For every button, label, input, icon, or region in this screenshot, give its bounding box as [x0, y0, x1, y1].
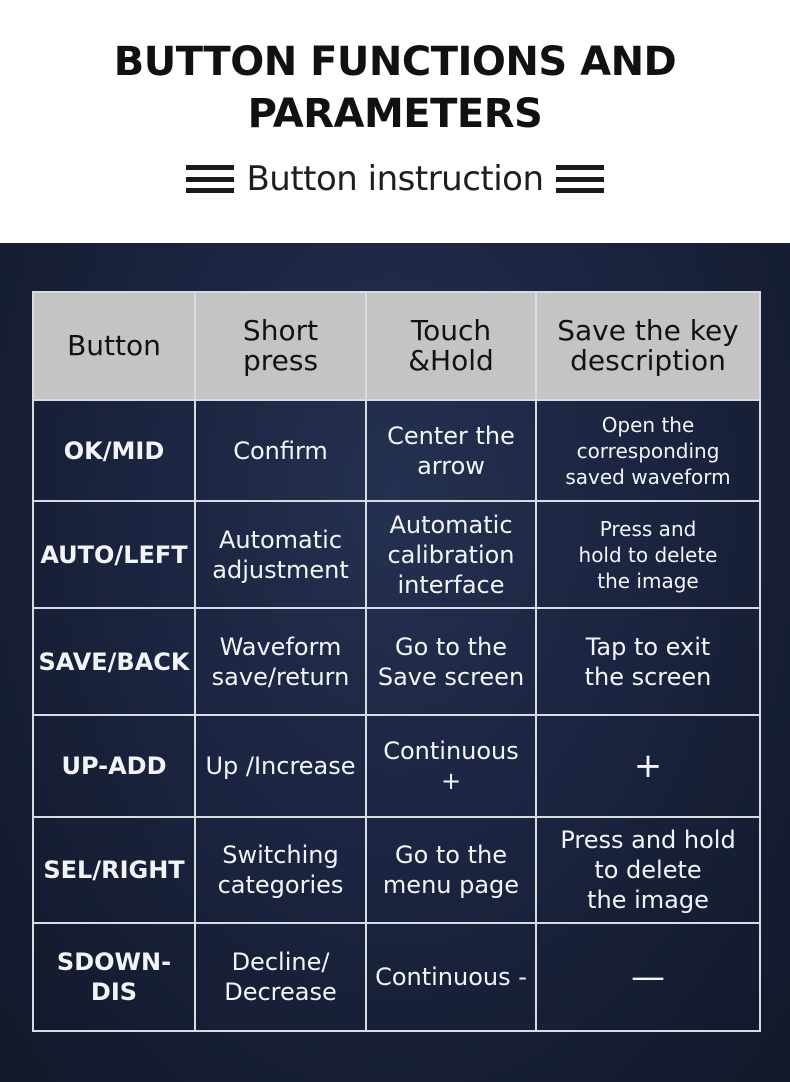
button-name-cell: UP-ADD	[33, 715, 195, 817]
table-header-row	[33, 292, 760, 400]
touch-hold-cell: Continuous +	[366, 715, 536, 817]
button-function-table	[32, 291, 761, 1032]
short-press-cell: Up /Increase	[195, 715, 366, 817]
table-row	[33, 501, 760, 608]
header-touch-hold: Touch &Hold	[366, 292, 536, 400]
subtitle-row	[0, 156, 790, 202]
save-key-cell: Press and hold to delete the image	[536, 817, 760, 923]
short-press-cell: Automatic adjustment	[195, 501, 366, 608]
short-press-cell: Confirm	[195, 400, 366, 501]
touch-hold-cell: Automatic calibration interface	[366, 501, 536, 608]
touch-hold-cell: Go to the Save screen	[366, 608, 536, 715]
short-press-cell: Waveform save/return	[195, 608, 366, 715]
table-row	[33, 608, 760, 715]
save-key-cell: +	[536, 715, 760, 817]
touch-hold-cell: Continuous -	[366, 923, 536, 1031]
button-name-cell: SEL/RIGHT	[33, 817, 195, 923]
touch-hold-cell: Go to the menu page	[366, 817, 536, 923]
table-row	[33, 715, 760, 817]
button-name-cell: SAVE/BACK	[33, 608, 195, 715]
header-save-key-description: Save the key description	[536, 292, 760, 400]
touch-hold-cell: Center the arrow	[366, 400, 536, 501]
header-short-press: Short press	[195, 292, 366, 400]
button-name-cell: OK/MID	[33, 400, 195, 501]
table-row	[33, 817, 760, 923]
save-key-cell: Tap to exit the screen	[536, 608, 760, 715]
table-row	[33, 923, 760, 1031]
short-press-cell: Decline/ Decrease	[195, 923, 366, 1031]
page-title-line-1: BUTTON FUNCTIONS AND	[113, 39, 677, 85]
button-name-cell: AUTO/LEFT	[33, 501, 195, 608]
short-press-cell: Switching categories	[195, 817, 366, 923]
button-name-cell: SDOWN-DIS	[33, 923, 195, 1031]
save-key-cell: —	[536, 923, 760, 1031]
save-key-cell: Open the corresponding saved waveform	[536, 400, 760, 501]
menu-lines-icon	[186, 165, 234, 193]
save-key-cell: Press and hold to delete the image	[536, 501, 760, 608]
page-title	[0, 36, 790, 140]
header-button: Button	[33, 292, 195, 400]
header-section	[0, 0, 790, 243]
page-title-line-2: PARAMETERS	[247, 91, 543, 137]
subtitle: Button instruction	[246, 159, 544, 199]
table-row	[33, 400, 760, 501]
menu-lines-icon	[556, 165, 604, 193]
